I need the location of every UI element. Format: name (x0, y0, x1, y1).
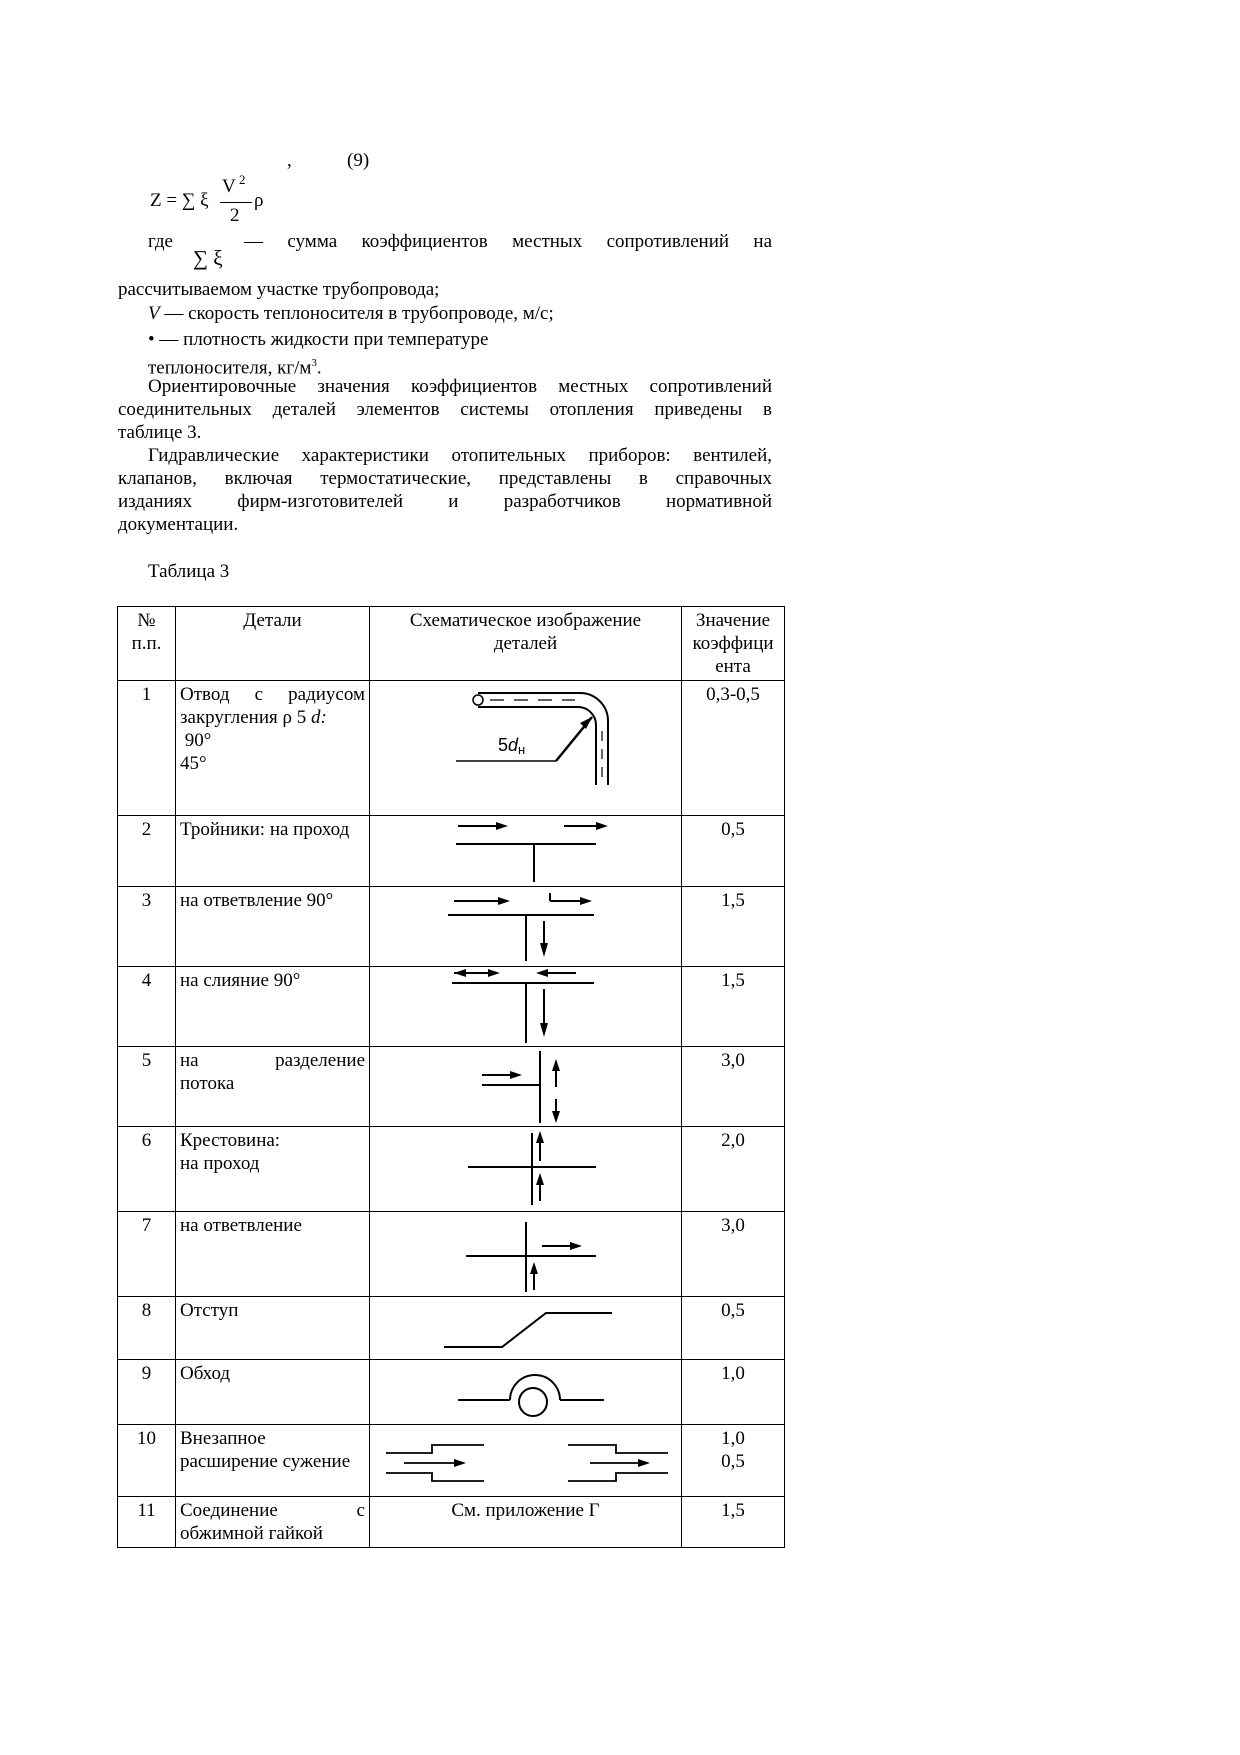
row-number: 3 (118, 887, 176, 967)
table-row (118, 1047, 785, 1127)
row-value: 1,5 (682, 887, 785, 967)
header-value-line-2: коэффици (692, 633, 774, 654)
rho-definition: • — плотность жидкости при температуре (148, 329, 489, 350)
formula-comma: , (287, 150, 292, 171)
formula-numerator: V (222, 176, 236, 197)
v-symbol: V (148, 303, 160, 324)
row-detail-text: закругления ρ 5 (180, 707, 311, 728)
row-value: 1,5 (682, 1497, 785, 1548)
row-value: 1,0 (682, 1360, 785, 1425)
tee-pass-diagram (370, 816, 681, 886)
row-number: 4 (118, 967, 176, 1047)
table-row (118, 967, 785, 1047)
header-num-line-2: п.п. (131, 633, 162, 654)
header-details: Детали (176, 607, 370, 681)
paragraph-1-line-3: таблице 3. (118, 422, 202, 443)
where-cont: рассчитываемом участке трубопровода; (118, 279, 440, 300)
row-detail-italic: d: (310, 707, 327, 728)
row-detail-line: расширение сужение (180, 1451, 351, 1472)
rho-cont-sup: 3 (311, 357, 317, 369)
header-schematic-line-1: Схематическое изображение (409, 610, 642, 631)
where-prefix: где (148, 231, 173, 252)
v-definition (148, 302, 772, 325)
formula-lhs: Z = ∑ ξ (150, 190, 209, 211)
row-detail-line: 90° (180, 730, 212, 751)
table-row (118, 1497, 785, 1548)
table-row (118, 681, 785, 816)
row-detail-line: 45° (180, 753, 207, 774)
table-row (118, 1360, 785, 1425)
offset-diagram (370, 1297, 681, 1359)
row-detail-line: обжимной гайкой (180, 1523, 323, 1544)
formula-exponent: 2 (239, 172, 246, 187)
row-detail-line: Отвод с радиусом (180, 684, 365, 705)
rho-cont-end: . (316, 357, 322, 379)
row-value (682, 1425, 785, 1497)
row-detail: Обход (176, 1360, 370, 1425)
tee-branch-schematic (370, 887, 682, 967)
row-detail (176, 1047, 370, 1127)
row-detail-line: на разделение (180, 1050, 365, 1071)
paragraph-2-line-4: документации. (118, 514, 239, 535)
cross-branch-schematic (370, 1212, 682, 1297)
row-value: 0,3-0,5 (682, 681, 785, 816)
row-value: 3,0 (682, 1047, 785, 1127)
row-number: 1 (118, 681, 176, 816)
offset-schematic (370, 1297, 682, 1360)
table-row (118, 887, 785, 967)
where-line (148, 230, 772, 253)
tee-split-schematic (370, 1047, 682, 1127)
row-detail-line: потока (180, 1073, 235, 1094)
paragraph-1-line-2: соединительных деталей элементов системы отопления приведены в (118, 399, 772, 420)
row-value-line: 1,0 (721, 1428, 745, 1449)
row-value: 2,0 (682, 1127, 785, 1212)
row-detail-line (180, 706, 365, 729)
row-number: 10 (118, 1425, 176, 1497)
row-detail (176, 1497, 370, 1548)
row-value: 0,5 (682, 1297, 785, 1360)
expansion-contraction-schematic (370, 1425, 682, 1497)
row-detail (176, 1425, 370, 1497)
tee-merge-diagram (370, 967, 681, 1046)
v-text: — скорость теплоносителя в трубопроводе, м/с; (159, 303, 554, 324)
cross-pass-schematic (370, 1127, 682, 1212)
paragraph-2-line-3: изданиях фирм-изготовителей и разработчиков нормативной (118, 491, 772, 512)
row-detail-line: Внезапное (180, 1428, 266, 1449)
row-schematic-text: См. приложение Г (370, 1497, 682, 1548)
row-detail (176, 1127, 370, 1212)
row-value: 3,0 (682, 1212, 785, 1297)
table-row (118, 816, 785, 887)
row-detail (176, 681, 370, 816)
row-number: 6 (118, 1127, 176, 1212)
tee-branch-diagram (370, 887, 681, 966)
header-value-line-1: Значение (695, 610, 771, 631)
tee-split-diagram (370, 1047, 681, 1126)
bend-schematic (370, 681, 682, 816)
row-detail-line: Соединение с (180, 1500, 365, 1521)
where-text: — сумма коэффициентов местных сопротивлений на (244, 231, 772, 252)
paragraph-1-line-1: Ориентировочные значения коэффициентов местных сопротивлений (148, 376, 772, 397)
header-num (118, 607, 176, 681)
formula-rho: ρ (254, 190, 264, 211)
table-row (118, 1425, 785, 1497)
row-detail-line: Крестовина: (180, 1130, 281, 1151)
formula-denominator: 2 (230, 205, 240, 226)
table-caption: Таблица 3 (148, 561, 230, 582)
tee-merge-schematic (370, 967, 682, 1047)
table-row (118, 1212, 785, 1297)
formula-9 (150, 172, 290, 232)
expansion-contraction-diagram (370, 1425, 681, 1496)
tee-pass-schematic (370, 816, 682, 887)
row-number: 11 (118, 1497, 176, 1548)
paragraph-2-line-2: клапанов, включая термостатические, представлены в справочных (118, 468, 772, 489)
header-value-line-3: ента (715, 656, 751, 677)
formula-number: (9) (347, 150, 370, 171)
bypass-schematic (370, 1360, 682, 1425)
row-detail: Отступ (176, 1297, 370, 1360)
header-num-line-1: № (137, 610, 156, 631)
bend-radius-label: 5dн (498, 735, 526, 757)
fraction-bar (220, 202, 252, 203)
row-detail: Тройники: на проход (176, 816, 370, 887)
header-schematic-line-2: деталей (493, 633, 558, 654)
row-number: 8 (118, 1297, 176, 1360)
row-number: 2 (118, 816, 176, 887)
row-detail-line: на проход (180, 1153, 260, 1174)
header-value (682, 607, 785, 681)
bend-diagram (370, 681, 681, 815)
row-value: 1,5 (682, 967, 785, 1047)
row-detail: на ответвление (176, 1212, 370, 1297)
table-row (118, 1127, 785, 1212)
cross-branch-diagram (370, 1212, 681, 1296)
header-schematic (370, 607, 682, 681)
row-value-line: 0,5 (721, 1451, 745, 1472)
cross-pass-diagram (370, 1127, 681, 1211)
row-number: 7 (118, 1212, 176, 1297)
paragraph-2-line-1: Гидравлические характеристики отопительных приборов: вентилей, (148, 445, 772, 466)
rho-cont-text: теплоносителя, кг/м (148, 357, 312, 379)
row-detail: на ответвление 90° (176, 887, 370, 967)
sum-xi-symbol: ∑ ξ (193, 246, 223, 270)
row-number: 9 (118, 1360, 176, 1425)
table-header-row (118, 607, 785, 681)
bypass-diagram (370, 1360, 681, 1424)
table-row (118, 1297, 785, 1360)
row-detail: на слияние 90° (176, 967, 370, 1047)
row-number: 5 (118, 1047, 176, 1127)
table-3 (117, 606, 785, 1548)
row-value: 0,5 (682, 816, 785, 887)
